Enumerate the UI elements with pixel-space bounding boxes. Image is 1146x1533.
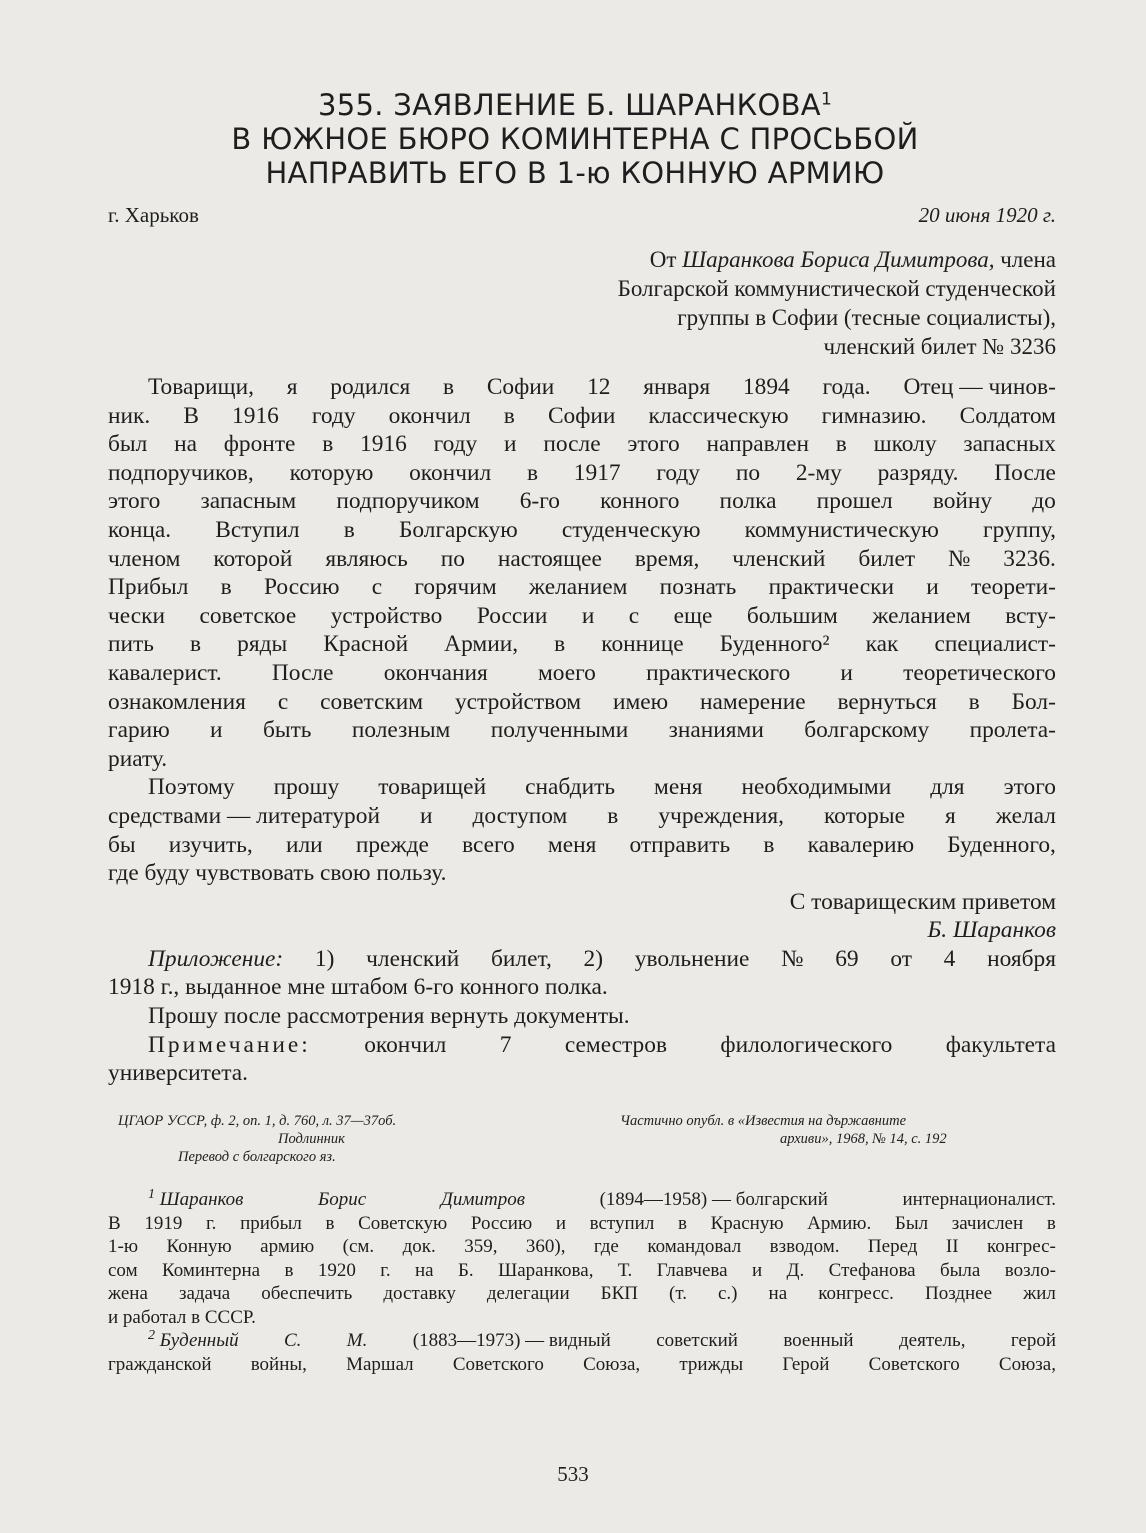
p1-line: подпоручиков, которую окончил в 1917 году по 2-му разряду. После [108,459,1056,486]
p1-line: гарию и быть полезным полученными знаниями болгарскому пролета- [108,717,1056,744]
signature: Б. Шаранков [927,917,1056,944]
note-label: Примечание: [148,1031,311,1058]
p1-line: конца. Вступил в Болгарскую студенческую коммунистическую группу, [108,516,1056,543]
title-line-2: В ЮЖНОЕ БЮРО КОМИНТЕРНА С ПРОСЬБОЙ [231,122,919,156]
footnote-ref-1[interactable]: 1 [820,89,833,110]
letter-body [108,373,1056,1088]
p1-line: этого запасным подпоручиком 6-го конного полка прошел войну до [108,488,1056,515]
footnote-1-line: сом Коминтерна в 1920 г. на Б. Шаранкова, Т. Главчева и Д. Стефанова была возло- [108,1259,1056,1281]
p1-line: кавалерист. После окончания моего практического и теоретического [108,659,1056,686]
footnote-1 [108,1188,1056,1329]
archive-source: ЦГАОР УССР, ф. 2, оп. 1, д. 760, л. 37—37об. Подлинник Перевод с болгарского яз. [118,1113,397,1165]
footnote-1-line: 1-ю Конную армию (см. док. 359, 360), где командовал взводом. Перед II конгрес- [108,1236,1056,1257]
footnote-2-line: гражданской войны, Маршал Советского Союза, трижды Герой Советского Союза, [108,1353,1056,1375]
p1-line: ознакомления с советским устройством имею намерение вернуться в Бол- [108,688,1056,715]
place: г. Харьков [108,203,199,227]
from-block: От Шаранкова Бориса Димитрова, члена Болгарской коммунистической студенческой группы в Софии (тесные социалисты), членский билет № 3236 [617,247,1056,359]
footnote-1-line: 1 Шаранков Борис Димитров (1894—1958) — болгарский интернационалист. [148,1186,1056,1210]
footnote-1-line: жена задача обеспечить доставку делегации БКП (т. с.) на конгресс. Позднее жил [108,1283,1056,1304]
footnote-2-line: 2 Буденный С. М. (1883—1973) — видный советский военный деятель, герой [148,1327,1056,1351]
page-number: 533 [557,1462,589,1486]
note-line-2: университета. [108,1060,248,1087]
footnotes [108,1188,1056,1376]
p2-line: бы изучить, или прежде всего меня отправить в кавалерию Буденного, [108,831,1056,858]
footnote-1-line: В 1919 г. прибыл в Советскую Россию и вступил в Красную Армию. Был зачислен в [108,1212,1056,1234]
closing-greeting: С товарищеским приветом [789,888,1056,915]
p1-line: Прибыл в Россию с горячим желанием познать практически и теорети- [108,574,1056,601]
title-line-1: 355. ЗАЯВЛЕНИЕ Б. ШАРАНКОВА$^1$ [317,88,833,122]
return-request: Прошу после рассмотрения вернуть документы. [148,1003,630,1030]
p2-line: где буду чувствовать свою пользу. [108,860,447,887]
p1-line: чески советское устройство России и с еще большим желанием всту- [108,602,1056,629]
publication-source: Частично опубл. в «Известия на държавните архиви», 1968, № 14, с. 192 [620,1113,947,1147]
p1-line: был на фронте в 1916 году и после этого направлен в школу запасных [108,431,1056,458]
appendix-label: Приложение: [148,945,284,972]
title-line-3: НАПРАВИТЬ ЕГО В 1-ю КОННУЮ АРМИЮ [265,156,885,190]
document-title [150,88,1000,190]
appendix-line-2: 1918 г., выданное мне штабом 6-го конного полка. [108,974,608,1001]
p1-line: пить в ряды Красной Армии, в коннице Буденного² как специалист- [108,631,1056,658]
paragraph-2 [108,773,1056,887]
note-line-1: Примечание: окончил 7 семестров филологического факультета [148,1031,1056,1058]
p1-line: членом которой являюсь по настоящее время, членский билет № 3236. [108,545,1056,572]
paragraph-1 [108,373,1056,773]
p2-line: средствами — литературой и доступом в учреждения, которые я желал [108,802,1056,829]
p1-line: риату. [108,745,168,772]
p1-line: ник. В 1916 году окончил в Софии классическую гимназию. Солдатом [108,402,1056,429]
p2-line: Поэтому прошу товарищей снабдить меня необходимыми для этого [148,774,1056,801]
author-name: Шаранкова Бориса Димитрова, [682,247,995,272]
footnote-2 [108,1329,1056,1376]
appendix-line-1: Приложение: 1) членский билет, 2) увольнение № 69 от 4 ноября [148,945,1056,972]
p1-line: Товарищи, я родился в Софии 12 января 1894 года. Отец — чинов- [148,374,1056,400]
date: 20 июня 1920 г. [918,203,1056,227]
footnote-1-line: и работал в СССР. [108,1306,256,1328]
